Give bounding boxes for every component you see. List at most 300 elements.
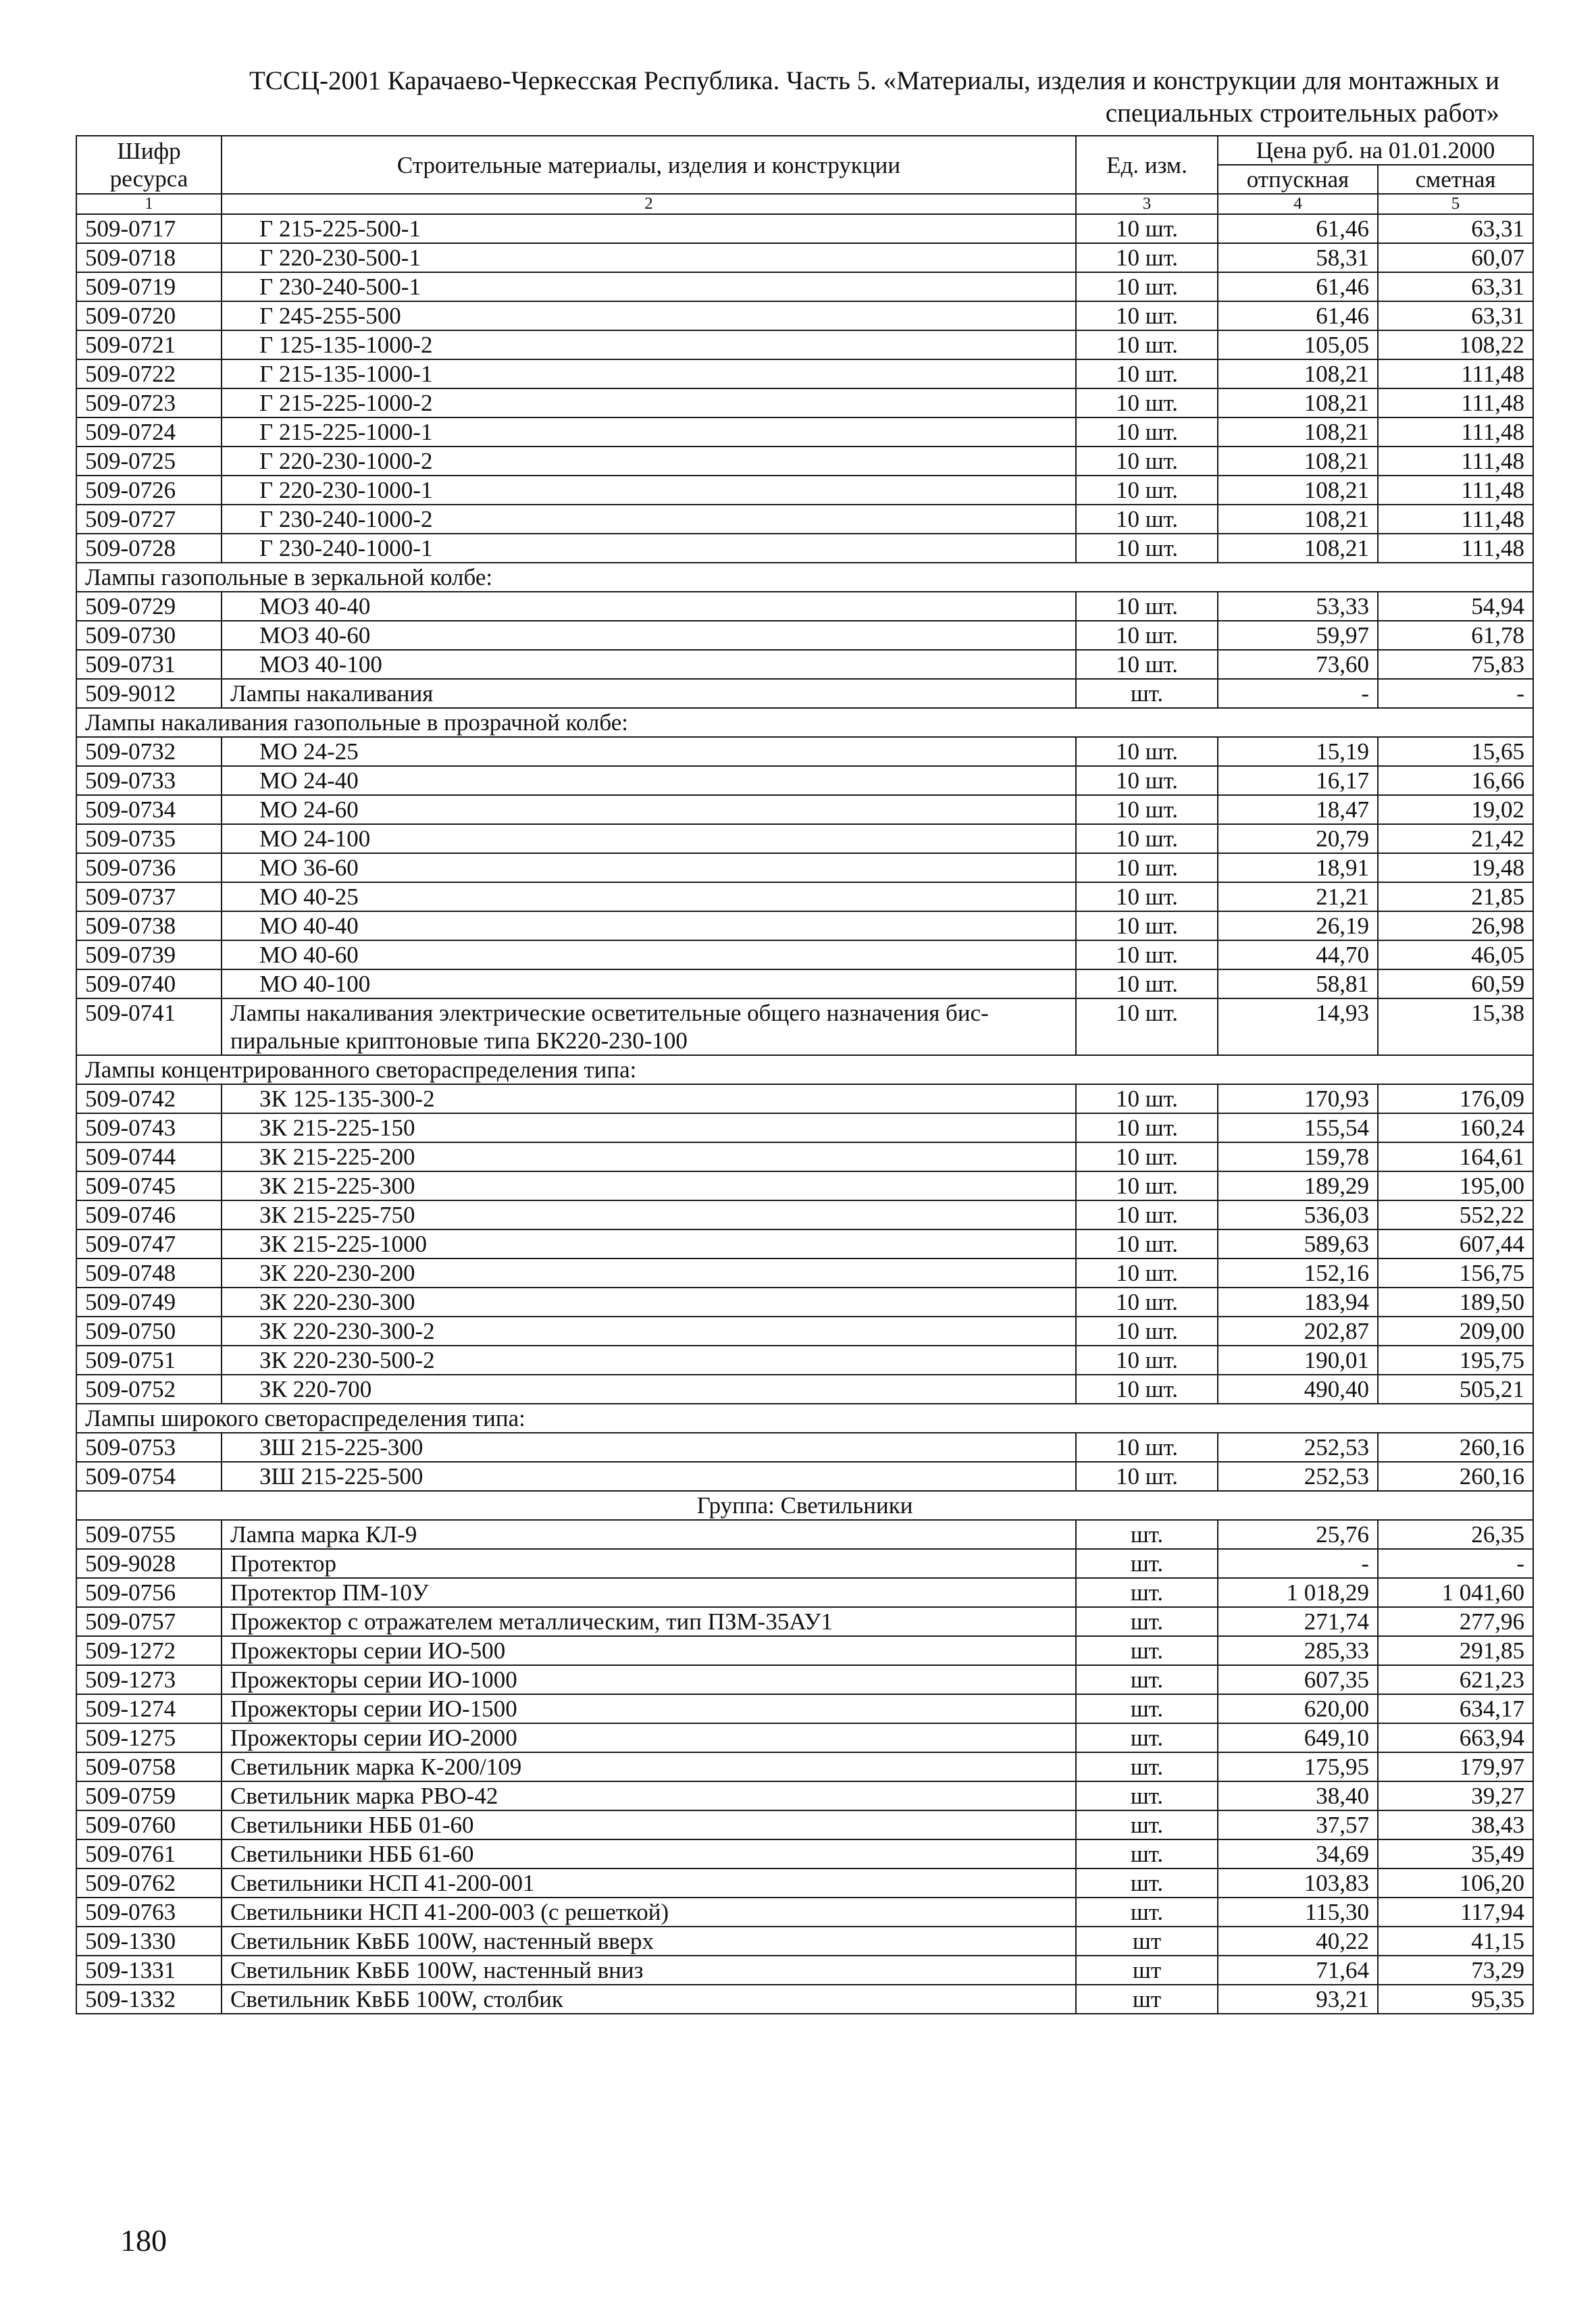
page-number: 180 (120, 2223, 167, 2258)
resource-name: Светильник КвББ 100W, столбик (222, 1985, 1076, 2014)
estimate-price: 260,16 (1378, 1433, 1533, 1462)
resource-name: Г 230-240-1000-1 (222, 534, 1076, 563)
table-row (76, 940, 1533, 969)
unit: шт. (1076, 1723, 1218, 1752)
table-row (76, 1810, 1533, 1839)
unit: 10 шт. (1076, 969, 1218, 998)
section-heading-row (76, 1055, 1533, 1084)
release-price: 21,21 (1218, 882, 1378, 911)
resource-name: МО 24-60 (222, 795, 1076, 824)
table-row (76, 737, 1533, 766)
table-row (76, 1985, 1533, 2014)
release-price: 20,79 (1218, 824, 1378, 853)
resource-code: 509-0735 (76, 824, 222, 853)
resource-code: 509-1332 (76, 1985, 222, 2014)
release-price: 589,63 (1218, 1229, 1378, 1259)
table-row (76, 359, 1533, 388)
resource-name: ЗК 220-230-200 (222, 1259, 1076, 1288)
resource-name: МОЗ 40-60 (222, 621, 1076, 650)
release-price: 108,21 (1218, 417, 1378, 447)
table-row (76, 1549, 1533, 1578)
section-heading: Лампы накаливания газопольные в прозрачной колбе: (76, 708, 1533, 737)
resource-code: 509-0761 (76, 1839, 222, 1869)
resource-name: Светильник КвББ 100W, настенный вниз (222, 1956, 1076, 1985)
resource-name: Г 215-225-500-1 (222, 214, 1076, 243)
unit: 10 шт. (1076, 447, 1218, 476)
unit: 10 шт. (1076, 301, 1218, 330)
resource-name: ЗК 215-225-1000 (222, 1229, 1076, 1259)
estimate-price: 111,48 (1378, 388, 1533, 417)
estimate-price: 26,35 (1378, 1520, 1533, 1549)
unit: 10 шт. (1076, 330, 1218, 359)
resource-code: 509-1275 (76, 1723, 222, 1752)
estimate-price: 195,00 (1378, 1171, 1533, 1200)
table-row (76, 1200, 1533, 1229)
estimate-price: 505,21 (1378, 1375, 1533, 1404)
release-price: 183,94 (1218, 1288, 1378, 1317)
unit: 10 шт. (1076, 505, 1218, 534)
page-title-line-2: специальных строительных работ» (1105, 99, 1499, 128)
resource-code: 509-9012 (76, 679, 222, 708)
unit: шт. (1076, 679, 1218, 708)
section-heading: Лампы концентрированного светораспределения типа: (76, 1055, 1533, 1084)
release-price: 155,54 (1218, 1113, 1378, 1142)
table-row (76, 1665, 1533, 1694)
table-row (76, 882, 1533, 911)
estimate-price: 111,48 (1378, 505, 1533, 534)
estimate-price: 176,09 (1378, 1084, 1533, 1113)
table-row (76, 592, 1533, 621)
estimate-price: 26,98 (1378, 911, 1533, 940)
table-row (76, 1781, 1533, 1810)
unit: шт. (1076, 1752, 1218, 1781)
table-row (76, 1317, 1533, 1346)
estimate-price: 164,61 (1378, 1142, 1533, 1171)
release-price: 73,60 (1218, 650, 1378, 679)
table-row (76, 1898, 1533, 1927)
release-price: 18,47 (1218, 795, 1378, 824)
release-price: 190,01 (1218, 1346, 1378, 1375)
resource-name: ЗК 220-230-500-2 (222, 1346, 1076, 1375)
column-number: 4 (1218, 194, 1378, 214)
table-row (76, 824, 1533, 853)
header-code: Шифр ресурса (76, 136, 222, 194)
table-row (76, 214, 1533, 243)
table-row (76, 1694, 1533, 1723)
resource-code: 509-0726 (76, 476, 222, 505)
unit: 10 шт. (1076, 1200, 1218, 1229)
resource-code: 509-0740 (76, 969, 222, 998)
release-price: - (1218, 679, 1378, 708)
release-price: 61,46 (1218, 272, 1378, 301)
unit: шт. (1076, 1636, 1218, 1665)
release-price: 252,53 (1218, 1462, 1378, 1491)
table-row (76, 1433, 1533, 1462)
table-row (76, 1142, 1533, 1171)
unit: 10 шт. (1076, 1171, 1218, 1200)
resource-name: Светильники НСП 41-200-003 (с решеткой) (222, 1898, 1076, 1927)
unit: шт (1076, 1956, 1218, 1985)
resource-name: МО 40-25 (222, 882, 1076, 911)
table-row (76, 1956, 1533, 1985)
unit: 10 шт. (1076, 534, 1218, 563)
unit: 10 шт. (1076, 1375, 1218, 1404)
table-row (76, 1578, 1533, 1607)
unit: 10 шт. (1076, 1288, 1218, 1317)
resource-code: 509-0731 (76, 650, 222, 679)
unit: 10 шт. (1076, 1229, 1218, 1259)
unit: шт. (1076, 1520, 1218, 1549)
estimate-price: 21,42 (1378, 824, 1533, 853)
unit: шт. (1076, 1578, 1218, 1607)
release-price: 108,21 (1218, 534, 1378, 563)
resource-code: 509-0739 (76, 940, 222, 969)
table-row (76, 621, 1533, 650)
estimate-price: 277,96 (1378, 1607, 1533, 1636)
release-price: 536,03 (1218, 1200, 1378, 1229)
release-price: 649,10 (1218, 1723, 1378, 1752)
estimate-price: - (1378, 1549, 1533, 1578)
release-price: 25,76 (1218, 1520, 1378, 1549)
resource-code: 509-0719 (76, 272, 222, 301)
header-price: Цена руб. на 01.01.2000 (1218, 136, 1533, 165)
release-price: 58,31 (1218, 243, 1378, 272)
table-row (76, 1171, 1533, 1200)
table-row (76, 243, 1533, 272)
resource-name: Г 125-135-1000-2 (222, 330, 1076, 359)
resource-code: 509-0753 (76, 1433, 222, 1462)
estimate-price: 634,17 (1378, 1694, 1533, 1723)
unit: 10 шт. (1076, 1462, 1218, 1491)
unit: 10 шт. (1076, 824, 1218, 853)
unit: 10 шт. (1076, 911, 1218, 940)
column-number: 3 (1076, 194, 1218, 214)
resource-name: Г 220-230-1000-1 (222, 476, 1076, 505)
unit: 10 шт. (1076, 243, 1218, 272)
resource-name: Г 215-225-1000-2 (222, 388, 1076, 417)
unit: 10 шт. (1076, 1259, 1218, 1288)
resource-name: ЗШ 215-225-300 (222, 1433, 1076, 1462)
resource-name: МО 24-100 (222, 824, 1076, 853)
release-price: 170,93 (1218, 1084, 1378, 1113)
resource-name: Прожектор с отражателем металлическим, тип ПЗМ-35АУ1 (222, 1607, 1076, 1636)
resource-code: 509-0738 (76, 911, 222, 940)
release-price: 44,70 (1218, 940, 1378, 969)
resource-code: 509-1331 (76, 1956, 222, 1985)
estimate-price: 39,27 (1378, 1781, 1533, 1810)
estimate-price: 73,29 (1378, 1956, 1533, 1985)
header-estimate: сметная (1378, 165, 1533, 194)
header-unit: Ед. изм. (1076, 136, 1218, 194)
resource-code: 509-0734 (76, 795, 222, 824)
table-row (76, 330, 1533, 359)
header-name: Строительные материалы, изделия и конструкции (222, 136, 1076, 194)
resource-code: 509-0755 (76, 1520, 222, 1549)
resource-code: 509-0737 (76, 882, 222, 911)
estimate-price: - (1378, 679, 1533, 708)
table-row (76, 679, 1533, 708)
table-row (76, 1084, 1533, 1113)
resource-name-line-1: Лампы накаливания электрические осветительные общего назначения бис- (230, 1000, 989, 1026)
estimate-price: 15,38 (1378, 998, 1533, 1055)
resource-code: 509-0745 (76, 1171, 222, 1200)
release-price: 38,40 (1218, 1781, 1378, 1810)
estimate-price: 19,48 (1378, 853, 1533, 882)
release-price: 14,93 (1218, 998, 1378, 1055)
release-price: 607,35 (1218, 1665, 1378, 1694)
resource-code: 509-0720 (76, 301, 222, 330)
table-row (76, 1607, 1533, 1636)
release-price: 159,78 (1218, 1142, 1378, 1171)
table-row (76, 1839, 1533, 1869)
release-price: 152,16 (1218, 1259, 1378, 1288)
resource-code: 509-0722 (76, 359, 222, 388)
resource-name: МОЗ 40-40 (222, 592, 1076, 621)
estimate-price: 195,75 (1378, 1346, 1533, 1375)
resource-code: 509-0762 (76, 1869, 222, 1898)
resource-code: 509-0743 (76, 1113, 222, 1142)
unit: 10 шт. (1076, 1346, 1218, 1375)
estimate-price: 61,78 (1378, 621, 1533, 650)
estimate-price: 260,16 (1378, 1462, 1533, 1491)
resource-code: 509-0736 (76, 853, 222, 882)
resource-code: 509-0760 (76, 1810, 222, 1839)
estimate-price: 106,20 (1378, 1869, 1533, 1898)
resource-name: МОЗ 40-100 (222, 650, 1076, 679)
resource-code: 509-0763 (76, 1898, 222, 1927)
resource-code: 509-0751 (76, 1346, 222, 1375)
estimate-price: 21,85 (1378, 882, 1533, 911)
price-table (76, 135, 1534, 2014)
unit: шт (1076, 1927, 1218, 1956)
section-heading-row (76, 708, 1533, 737)
unit: 10 шт. (1076, 882, 1218, 911)
unit: 10 шт. (1076, 795, 1218, 824)
resource-code: 509-0752 (76, 1375, 222, 1404)
resource-name: Светильники НСП 41-200-001 (222, 1869, 1076, 1898)
unit: 10 шт. (1076, 272, 1218, 301)
resource-name: Г 245-255-500 (222, 301, 1076, 330)
unit: 10 шт. (1076, 214, 1218, 243)
table-row (76, 534, 1533, 563)
unit: 10 шт. (1076, 1142, 1218, 1171)
estimate-price: 15,65 (1378, 737, 1533, 766)
resource-name: Г 215-225-1000-1 (222, 417, 1076, 447)
unit: шт. (1076, 1607, 1218, 1636)
estimate-price: 189,50 (1378, 1288, 1533, 1317)
release-price: 1 018,29 (1218, 1578, 1378, 1607)
resource-code: 509-0747 (76, 1229, 222, 1259)
unit: 10 шт. (1076, 417, 1218, 447)
table-row (76, 272, 1533, 301)
estimate-price: 156,75 (1378, 1259, 1533, 1288)
estimate-price: 41,15 (1378, 1927, 1533, 1956)
estimate-price: 1 041,60 (1378, 1578, 1533, 1607)
release-price: 93,21 (1218, 1985, 1378, 2014)
release-price: 18,91 (1218, 853, 1378, 882)
table-row (76, 1520, 1533, 1549)
resource-name: Светильник КвББ 100W, настенный вверх (222, 1927, 1076, 1956)
unit: 10 шт. (1076, 388, 1218, 417)
estimate-price: 60,59 (1378, 969, 1533, 998)
resource-name: ЗШ 215-225-500 (222, 1462, 1076, 1491)
resource-code: 509-0732 (76, 737, 222, 766)
resource-code: 509-0758 (76, 1752, 222, 1781)
unit: шт. (1076, 1869, 1218, 1898)
resource-name: МО 24-25 (222, 737, 1076, 766)
resource-name: Г 220-230-500-1 (222, 243, 1076, 272)
estimate-price: 108,22 (1378, 330, 1533, 359)
release-price: 115,30 (1218, 1898, 1378, 1927)
release-price: 37,57 (1218, 1810, 1378, 1839)
resource-code: 509-1330 (76, 1927, 222, 1956)
release-price: 108,21 (1218, 447, 1378, 476)
estimate-price: 663,94 (1378, 1723, 1533, 1752)
estimate-price: 38,43 (1378, 1810, 1533, 1839)
table-row (76, 1752, 1533, 1781)
release-price: 285,33 (1218, 1636, 1378, 1665)
resource-code: 509-0750 (76, 1317, 222, 1346)
estimate-price: 160,24 (1378, 1113, 1533, 1142)
table-row (76, 476, 1533, 505)
group-heading: Группа: Светильники (76, 1491, 1533, 1520)
resource-name: ЗК 215-225-750 (222, 1200, 1076, 1229)
release-price: 108,21 (1218, 359, 1378, 388)
column-number: 2 (222, 194, 1076, 214)
resource-code: 509-0744 (76, 1142, 222, 1171)
resource-name: Г 230-240-1000-2 (222, 505, 1076, 534)
estimate-price: 60,07 (1378, 243, 1533, 272)
resource-name: Прожекторы серии ИО-1500 (222, 1694, 1076, 1723)
unit: 10 шт. (1076, 592, 1218, 621)
unit: шт. (1076, 1810, 1218, 1839)
unit: шт. (1076, 1665, 1218, 1694)
estimate-price: 19,02 (1378, 795, 1533, 824)
section-heading-row (76, 563, 1533, 592)
resource-name: ЗК 220-230-300-2 (222, 1317, 1076, 1346)
resource-name: МО 24-40 (222, 766, 1076, 795)
unit: 10 шт. (1076, 1433, 1218, 1462)
table-row (76, 1375, 1533, 1404)
release-price: 58,81 (1218, 969, 1378, 998)
table-row (76, 1927, 1533, 1956)
unit: шт. (1076, 1694, 1218, 1723)
unit: 10 шт. (1076, 1084, 1218, 1113)
table-row (76, 795, 1533, 824)
table-row (76, 1229, 1533, 1259)
release-price: 26,19 (1218, 911, 1378, 940)
section-heading: Лампы газопольные в зеркальной колбе: (76, 563, 1533, 592)
resource-code: 509-0728 (76, 534, 222, 563)
unit: 10 шт. (1076, 737, 1218, 766)
estimate-price: 607,44 (1378, 1229, 1533, 1259)
table-row (76, 388, 1533, 417)
resource-code: 509-0749 (76, 1288, 222, 1317)
resource-name: Г 230-240-500-1 (222, 272, 1076, 301)
unit: 10 шт. (1076, 1317, 1218, 1346)
unit: 10 шт. (1076, 621, 1218, 650)
table-row (76, 1288, 1533, 1317)
resource-name: Светильник марка К-200/109 (222, 1752, 1076, 1781)
release-price: 108,21 (1218, 476, 1378, 505)
resource-name: Прожекторы серии ИО-500 (222, 1636, 1076, 1665)
resource-name: Лампа марка КЛ-9 (222, 1520, 1076, 1549)
release-price: 202,87 (1218, 1317, 1378, 1346)
estimate-price: 46,05 (1378, 940, 1533, 969)
release-price: 271,74 (1218, 1607, 1378, 1636)
resource-name: ЗК 215-225-200 (222, 1142, 1076, 1171)
estimate-price: 63,31 (1378, 214, 1533, 243)
release-price: 61,46 (1218, 214, 1378, 243)
estimate-price: 111,48 (1378, 534, 1533, 563)
resource-code: 509-0746 (76, 1200, 222, 1229)
resource-code: 509-0742 (76, 1084, 222, 1113)
table-row (76, 1346, 1533, 1375)
table-row (76, 853, 1533, 882)
resource-code: 509-0757 (76, 1607, 222, 1636)
section-heading: Лампы широкого светораспределения типа: (76, 1404, 1533, 1433)
estimate-price: 16,66 (1378, 766, 1533, 795)
unit: 10 шт. (1076, 940, 1218, 969)
resource-code: 509-1273 (76, 1665, 222, 1694)
unit: 10 шт. (1076, 359, 1218, 388)
release-price: 620,00 (1218, 1694, 1378, 1723)
release-price: - (1218, 1549, 1378, 1578)
resource-code: 509-0723 (76, 388, 222, 417)
estimate-price: 95,35 (1378, 1985, 1533, 2014)
release-price: 103,83 (1218, 1869, 1378, 1898)
resource-name: Светильники НББ 61-60 (222, 1839, 1076, 1869)
resource-code: 509-0733 (76, 766, 222, 795)
unit: 10 шт. (1076, 853, 1218, 882)
release-price: 61,46 (1218, 301, 1378, 330)
resource-name: Протектор (222, 1549, 1076, 1578)
table-row (76, 998, 1533, 1055)
estimate-price: 209,00 (1378, 1317, 1533, 1346)
release-price: 15,19 (1218, 737, 1378, 766)
resource-code: 509-0727 (76, 505, 222, 534)
resource-name: МО 40-100 (222, 969, 1076, 998)
release-price: 34,69 (1218, 1839, 1378, 1869)
unit: 10 шт. (1076, 650, 1218, 679)
resource-name: МО 40-40 (222, 911, 1076, 940)
table-row (76, 1723, 1533, 1752)
release-price: 105,05 (1218, 330, 1378, 359)
unit: шт. (1076, 1898, 1218, 1927)
release-price: 16,17 (1218, 766, 1378, 795)
resource-code: 509-1272 (76, 1636, 222, 1665)
release-price: 252,53 (1218, 1433, 1378, 1462)
table-row (76, 1259, 1533, 1288)
resource-name: Протектор ПМ-10У (222, 1578, 1076, 1607)
release-price: 108,21 (1218, 505, 1378, 534)
resource-code: 509-0748 (76, 1259, 222, 1288)
estimate-price: 111,48 (1378, 417, 1533, 447)
table-row (76, 1113, 1533, 1142)
table-row (76, 1869, 1533, 1898)
resource-name: Г 215-135-1000-1 (222, 359, 1076, 388)
resource-name (222, 998, 1076, 1055)
estimate-price: 111,48 (1378, 476, 1533, 505)
column-number-row (76, 194, 1533, 214)
page-title (68, 65, 1499, 130)
section-heading-row (76, 1404, 1533, 1433)
table-body (76, 214, 1533, 2014)
header-release: отпускная (1218, 165, 1378, 194)
estimate-price: 552,22 (1378, 1200, 1533, 1229)
resource-name-line-2: пиральные криптоновые типа БК220-230-100 (230, 1027, 688, 1054)
table-row (76, 417, 1533, 447)
